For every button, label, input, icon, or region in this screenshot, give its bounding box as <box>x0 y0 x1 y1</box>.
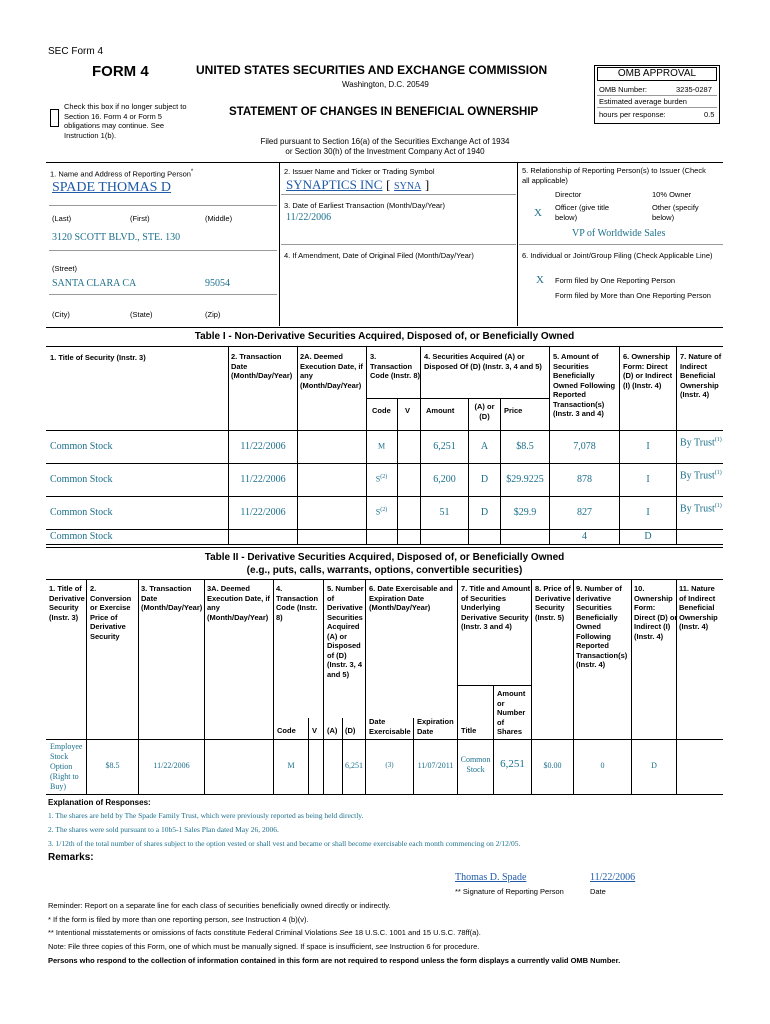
t1-row-owned: 7,078 <box>573 440 596 452</box>
t1-row-a-or-d: A <box>480 440 489 452</box>
t2-row-line <box>676 739 677 794</box>
state-label: (State) <box>130 310 153 319</box>
ticker-link[interactable]: SYNA <box>394 181 422 192</box>
section-divider <box>517 162 518 326</box>
t1-col-line <box>366 346 367 430</box>
t2-row-owned: 0 <box>600 761 605 770</box>
issuer-name-link[interactable]: SYNAPTICS INC <box>286 177 383 192</box>
t1-row-nature-value: By Trust <box>680 503 715 515</box>
t1-h3: 3. Transaction Code (Instr. 8) <box>370 352 421 380</box>
t1-h2a: 2A. Deemed Execution Date, if any (Month/Day/Year) <box>300 352 363 390</box>
street-label: (Street) <box>52 264 78 273</box>
zip-label: (Zip) <box>205 310 221 319</box>
t1-row-price: $8.5 <box>516 440 534 452</box>
t2-col-line <box>365 579 366 739</box>
t1-row-nature <box>680 467 722 482</box>
t2-col-line <box>308 718 309 739</box>
t1-row-border <box>46 463 723 464</box>
sec-form-label: SEC Form 4 <box>48 46 104 57</box>
table2-title-line-1: Table II - Derivative Securities Acquired, Disposed of, or Beneficially Owned <box>204 552 565 563</box>
ten-percent-owner-label: 10% Owner <box>652 190 692 199</box>
t2-h6: 6. Date Exercisable and Expiration Date (Month/Day/Year) <box>369 584 453 612</box>
t1-row-line <box>676 496 677 529</box>
table2-title <box>46 551 723 577</box>
t1-row-form: I <box>646 440 650 452</box>
t2-h7: 7. Title and Amount of Securities Underlying Derivative Security (Instr. 3 and 4) <box>461 584 531 631</box>
t1-row-code-footnote: (2) <box>380 506 388 513</box>
t1-row-code <box>366 507 397 517</box>
t1-h2: 2. Transaction Date (Month/Day/Year) <box>231 352 293 380</box>
t1-row-border <box>46 544 723 545</box>
t1-row-price: $29.9225 <box>506 473 544 485</box>
star-note-pre: * If the form is filed by more than one reporting person, <box>48 915 232 924</box>
signature-label: ** Signature of Reporting Person <box>455 887 564 896</box>
filed-pursuant <box>230 137 540 157</box>
t1-row-amount: 6,251 <box>433 440 456 452</box>
t2-bottom-border <box>46 794 723 795</box>
t1-row-code-value: M <box>377 441 386 451</box>
t2-col-line <box>342 718 343 739</box>
form-title: FORM 4 <box>92 63 149 80</box>
commission-title: UNITED STATES SECURITIES AND EXCHANGE COMMISSION <box>196 63 548 77</box>
section-divider <box>279 162 280 326</box>
t2-row-line <box>308 739 309 794</box>
dstar-note-see: See <box>339 928 353 937</box>
footer-star-note <box>48 915 309 925</box>
t1-h5: 5. Amount of Securities Beneficially Owned Following Reported Transaction(s) (Instr. 3 and 4) <box>553 352 616 418</box>
t2-row-conv: $8.5 <box>105 761 120 770</box>
table2-top-border <box>46 547 723 548</box>
t1-row-nature-footnote: (1) <box>714 503 722 509</box>
t1-row-amount: 51 <box>439 506 450 518</box>
t2-h10: 10. Ownership Form: Direct (D) or Indirect (I) (Instr. 4) <box>634 584 678 641</box>
t1-h4: 4. Securities Acquired (A) or Disposed Of (D) (Instr. 3, 4 and 5) <box>424 352 542 371</box>
commission-address: Washington, D.C. 20549 <box>342 80 429 89</box>
t1-row-line <box>297 430 298 463</box>
filing-mark: X <box>536 274 544 286</box>
t1-row-line <box>676 529 677 544</box>
t2-sub-amount: Amount or Number of Shares <box>497 689 526 736</box>
t2-col-line <box>531 579 532 739</box>
filed-by-more: Form filed by More than One Reporting Person <box>555 291 711 300</box>
star-note-post: Instruction 4 (b)(v). <box>243 915 309 924</box>
t1-row-title: Common Stock <box>50 473 113 485</box>
t2-col-line <box>457 579 458 739</box>
footnote-3: 3. 1/12th of the total number of shares subject to the option vested or shall vest and became or shall become exercisable each month commencing on 2/12/05. <box>48 839 521 848</box>
omb-hours-label: hours per response: <box>599 110 666 119</box>
t2-sub-d: (D) <box>345 726 356 735</box>
dstar-note-post: 18 U.S.C. 1001 and 15 U.S.C. 78ff(a). <box>352 928 481 937</box>
t2-h4: 4. Transaction Code (Instr. 8) <box>276 584 319 622</box>
section-top-border <box>46 162 723 163</box>
city-underline <box>49 294 277 295</box>
t1-h7: 7. Nature of Indirect Beneficial Ownership (Instr. 4) <box>680 352 722 399</box>
t1-row-line <box>297 496 298 529</box>
filed-pursuant-line-2: or Section 30(h) of the Investment Company Act of 1940 <box>285 147 485 156</box>
t2-sub-a: (A) <box>327 726 338 735</box>
table1-title: Table I - Non-Derivative Securities Acquired, Disposed of, or Beneficially Owned <box>194 331 575 342</box>
t2-col-line <box>493 685 494 739</box>
t2-sub-expiration: Expiration Date <box>417 717 454 736</box>
t2-row-d: 6,251 <box>345 761 363 770</box>
t2-row-price: $0.00 <box>543 761 562 770</box>
t1-h6: 6. Ownership Form: Direct (D) or Indirect (I) (Instr. 4) <box>623 352 673 390</box>
t1-row-line <box>397 529 398 544</box>
t2-h3: 3. Transaction Date (Month/Day/Year) <box>141 584 203 612</box>
t2-h9: 9. Number of derivative Securities Beneficially Owned Following Reported Transaction(s) (Instr. 4) <box>576 584 628 669</box>
box4-label: 4. If Amendment, Date of Original Filed (Month/Day/Year) <box>284 251 474 260</box>
t1-row-owned: 827 <box>577 506 592 518</box>
footnote-2: 2. The shares were sold pursuant to a 10b5-1 Sales Plan dated May 26, 2006. <box>48 825 279 834</box>
t1-col-line <box>420 346 421 430</box>
t1-row-form: I <box>646 506 650 518</box>
omb-divider <box>597 95 717 96</box>
t2-col-line <box>273 579 274 739</box>
t1-col-line <box>397 398 398 430</box>
t2-sub-code: Code <box>277 726 296 735</box>
t2-row-date: 11/22/2006 <box>153 761 190 770</box>
t2-header-bottom <box>46 739 723 740</box>
file-note-post: Instruction 6 for procedure. <box>387 942 480 951</box>
officer-title: VP of Worldwide Sales <box>572 228 666 239</box>
explanation-heading: Explanation of Responses: <box>48 798 151 807</box>
statement-title: STATEMENT OF CHANGES IN BENEFICIAL OWNERSHIP <box>229 106 539 118</box>
middle-label: (Middle) <box>205 214 233 223</box>
t1-row-date: 11/22/2006 <box>240 473 286 485</box>
footnote-1: 1. The shares are held by The Spade Family Trust, which were previously reported as being held directly. <box>48 811 364 820</box>
omb-title: OMB APPROVAL <box>617 68 697 79</box>
remarks-heading: Remarks: <box>48 852 94 863</box>
t1-col-line <box>500 398 501 430</box>
t2-row-form: D <box>651 761 657 770</box>
t1-row-a-or-d: D <box>480 473 489 485</box>
t2-col-line <box>413 718 414 739</box>
issuer-line <box>286 177 429 193</box>
street-underline <box>49 250 277 251</box>
t1-row-line <box>397 463 398 496</box>
t1-row-line <box>420 529 421 544</box>
t2-col-line <box>631 579 632 739</box>
t2-row-title: Employee Stock Option (Right to Buy) <box>50 742 83 791</box>
t1-sub-v: V <box>405 406 411 415</box>
footer-file-note <box>48 942 479 952</box>
filed-by-one: Form filed by One Reporting Person <box>555 276 676 285</box>
other-label: Other (specify below) <box>652 203 699 222</box>
t1-row-nature <box>680 500 722 515</box>
t1-row-code <box>366 441 397 451</box>
t1-row-line <box>676 430 677 463</box>
t2-sub-line <box>457 685 531 686</box>
t1-row-nature-value: By Trust <box>680 470 715 482</box>
t1-row-date: 11/22/2006 <box>240 440 286 452</box>
t1-row-code-value: S <box>375 507 381 517</box>
t1-sub-amount: Amount <box>426 406 455 415</box>
t1-col-line <box>549 346 550 430</box>
name-underline <box>49 205 277 206</box>
t1-row-line <box>366 529 367 544</box>
t2-row-line <box>204 739 205 794</box>
t1-row-nature-footnote: (1) <box>714 437 722 443</box>
date-label: Date <box>590 887 606 896</box>
t2-col-line <box>573 579 574 739</box>
t1-sub-a-or-d: (A) or (D) <box>474 402 495 421</box>
t2-row-code: M <box>287 761 295 770</box>
earliest-transaction-date: 11/22/2006 <box>286 212 332 223</box>
t2-row-expiration: 11/07/2011 <box>417 761 454 770</box>
t1-row-line <box>397 496 398 529</box>
city-value: SANTA CLARA CA <box>52 278 137 289</box>
reporting-person-name-link[interactable]: SPADE THOMAS D <box>52 180 172 195</box>
t1-row-nature-footnote: (1) <box>714 470 722 476</box>
omb-divider <box>597 107 717 108</box>
signature-date: 11/22/2006 <box>590 872 636 883</box>
no-longer-subject-checkbox[interactable] <box>50 109 59 127</box>
box3-divider <box>281 244 516 245</box>
t2-sub-exercisable: Date Exercisable <box>369 717 411 736</box>
box5-label: 5. Relationship of Reporting Person(s) to Issuer (Check all applicable) <box>522 166 706 185</box>
t1-header-bottom <box>46 430 723 431</box>
star-note-see: see <box>231 915 244 924</box>
bracket-close: ] <box>424 177 430 192</box>
t1-sub-code: Code <box>372 406 391 415</box>
t2-h1: 1. Title of Derivative Security (Instr. 3) <box>49 584 85 622</box>
footer-double-star-note <box>48 928 481 938</box>
t1-row-amount: 6,200 <box>433 473 456 485</box>
box1-label <box>50 168 193 179</box>
table2-title-line-2: (e.g., puts, calls, warrants, options, convertible securities) <box>246 565 523 576</box>
t1-row-line <box>500 529 501 544</box>
box6-label: 6. Individual or Joint/Group Filing (Check Applicable Line) <box>522 251 713 260</box>
t1-row-line <box>297 529 298 544</box>
signature-name: Thomas D. Spade <box>455 872 527 883</box>
t2-h2: 2. Conversion or Exercise Price of Derivative Security <box>90 584 132 641</box>
t2-sub-title: Title <box>461 726 477 735</box>
t1-row-code-value: S <box>375 474 381 484</box>
t2-h5: 5. Number of Derivative Securities Acquired (A) or Disposed of (D) (Instr. 3, 4 and 5) <box>327 584 364 679</box>
t2-row-underlying-title: Common Stock <box>460 755 491 774</box>
t1-col-line <box>297 346 298 430</box>
t1-row-nature-value: By Trust <box>680 437 715 449</box>
t1-row-line <box>228 529 229 544</box>
footer-persons-note: Persons who respond to the collection of information contained in this form are not required to respond unless the form displays a currently valid OMB Number. <box>48 956 621 965</box>
t1-row-line <box>297 463 298 496</box>
checkbox-text: Check this box if no longer subject to Section 16. Form 4 or Form 5 obligations may continue. See Instruction 1(b). <box>64 102 187 140</box>
box1-label-text: 1. Name and Address of Reporting Person <box>50 169 191 179</box>
t1-row-line <box>468 529 469 544</box>
zip-value: 95054 <box>205 278 230 289</box>
director-label: Director <box>555 190 582 199</box>
t1-col-line <box>228 346 229 430</box>
table2-header-border <box>46 579 723 580</box>
first-label: (First) <box>130 214 150 223</box>
box5-divider <box>519 244 723 245</box>
t1-row-title: Common Stock <box>50 506 113 518</box>
t2-h8: 8. Price of Derivative Security (Instr. 5) <box>535 584 571 622</box>
dstar-note-pre: ** Intentional misstatements or omissions of facts constitute Federal Criminal Violations <box>48 928 340 937</box>
t1-row-title: Common Stock <box>50 440 113 452</box>
file-note-pre: Note: File three copies of this Form, one of which must be manually signed. If space is insufficient, <box>48 942 376 951</box>
t1-sub-price: Price <box>504 406 523 415</box>
t1-col-line <box>619 346 620 430</box>
box2-divider <box>281 194 516 195</box>
t1-row-form: D <box>644 530 652 542</box>
t1-row-title: Common Stock <box>50 530 113 542</box>
t1-h1: 1. Title of Security (Instr. 3) <box>50 353 146 362</box>
omb-hours-value: 0.5 <box>704 110 715 119</box>
t2-h11: 11. Nature of Indirect Beneficial Ownership (Instr. 4) <box>679 584 718 631</box>
box2-label: 2. Issuer Name and Ticker or Trading Symbol <box>284 167 435 176</box>
t1-row-line <box>397 430 398 463</box>
t1-row-form: I <box>646 473 650 485</box>
street-value: 3120 SCOTT BLVD., STE. 130 <box>52 232 181 243</box>
t1-row-owned: 4 <box>582 530 587 542</box>
t2-row-exercisable: (3) <box>385 761 394 769</box>
t1-row-nature <box>680 434 722 449</box>
box1-label-star: * <box>190 169 194 175</box>
t1-row-date: 11/22/2006 <box>240 506 286 518</box>
table1-top-border <box>46 327 723 328</box>
omb-burden-label: Estimated average burden <box>599 97 687 106</box>
table1-header-border <box>46 346 723 347</box>
t1-row-price: $29.9 <box>513 506 537 518</box>
officer-label: Officer (give title below) <box>555 203 610 222</box>
omb-number-value: 3235-0287 <box>676 85 712 94</box>
last-label: (Last) <box>52 214 72 223</box>
t2-col-line <box>138 579 139 739</box>
city-label: (City) <box>52 310 70 319</box>
box3-label: 3. Date of Earliest Transaction (Month/Day/Year) <box>284 201 446 210</box>
officer-mark: X <box>534 207 542 219</box>
t1-row-owned: 878 <box>577 473 592 485</box>
t1-sub-line <box>366 398 549 399</box>
t2-sub-v: V <box>312 726 318 735</box>
bracket-open: [ <box>386 177 391 192</box>
reminder-text: Reminder: Report on a separate line for each class of securities beneficially owned directly or indirectly. <box>48 901 391 910</box>
t2-h3a: 3A. Deemed Execution Date, if any (Month/Day/Year) <box>207 584 270 622</box>
t2-row-underlying-amount: 6,251 <box>500 758 525 770</box>
file-note-see: see <box>375 942 388 951</box>
t2-row-line <box>323 739 324 794</box>
filed-pursuant-line-1: Filed pursuant to Section 16(a) of the Securities Exchange Act of 1934 <box>260 137 510 146</box>
t1-row-code <box>366 474 397 484</box>
t1-row-border <box>46 496 723 497</box>
t1-row-line <box>676 463 677 496</box>
t1-row-code-footnote: (2) <box>380 473 388 480</box>
omb-number-label: OMB Number: <box>599 85 647 94</box>
t1-row-a-or-d: D <box>480 506 489 518</box>
